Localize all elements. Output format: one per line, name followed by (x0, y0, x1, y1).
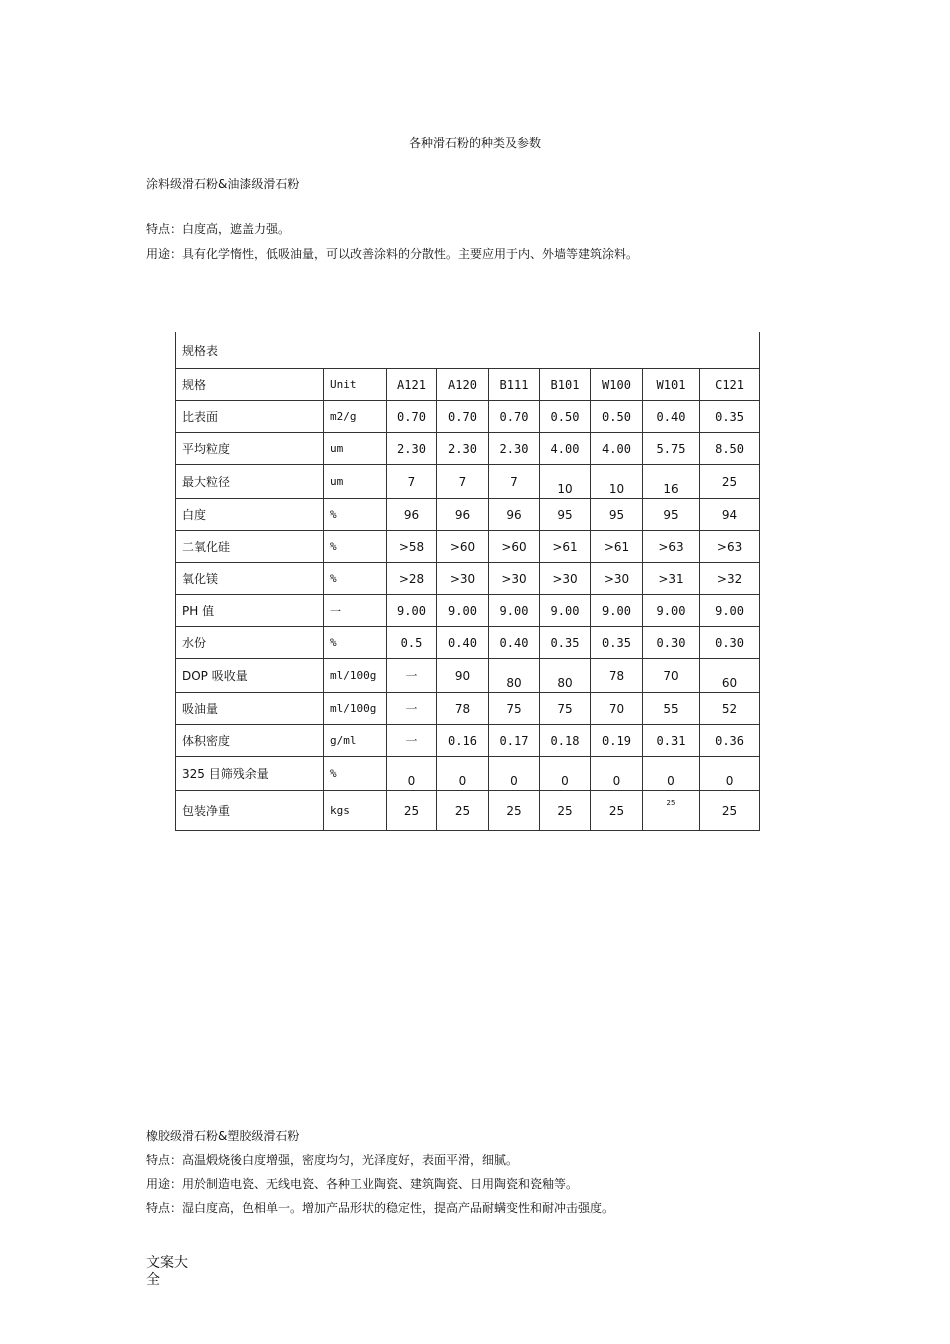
value-cell: 25 (700, 791, 760, 831)
value-cell: 0.30 (700, 627, 760, 659)
value-cell: 0 (700, 757, 760, 791)
value-cell: 0 (437, 757, 489, 791)
table-row (176, 433, 760, 465)
table-caption-row (176, 332, 760, 369)
header-cell: Unit (324, 369, 387, 401)
unit-cell: kgs (324, 791, 387, 831)
value-cell: 0.35 (540, 627, 591, 659)
value-cell: 2.30 (437, 433, 489, 465)
value-cell: 25 (700, 465, 760, 499)
section2-feature2: 特点：湿白度高，色相单一。增加产品形状的稳定性，提高产品耐螨变性和耐冲击强度。 (146, 1201, 615, 1215)
table-row (176, 693, 760, 725)
row-label-cell: 包装净重 (176, 791, 324, 831)
value-cell: 10 (591, 465, 643, 499)
section1-feature: 特点：白度高，遮盖力强。 (146, 222, 291, 236)
value-cell: 75 (540, 693, 591, 725)
value-cell: 7 (437, 465, 489, 499)
value-cell: >28 (387, 563, 437, 595)
value-cell: 96 (489, 499, 540, 531)
value-cell: 7 (489, 465, 540, 499)
value-cell: 4.00 (591, 433, 643, 465)
header-cell: 规格 (176, 369, 324, 401)
table-row (176, 563, 760, 595)
value-cell: >30 (489, 563, 540, 595)
value-cell: 78 (437, 693, 489, 725)
value-cell: 9.00 (489, 595, 540, 627)
value-cell: >61 (591, 531, 643, 563)
value-cell: 2.30 (489, 433, 540, 465)
value-cell: 0.30 (643, 627, 700, 659)
unit-cell: % (324, 627, 387, 659)
value-cell: 一 (387, 725, 437, 757)
value-cell: 0 (591, 757, 643, 791)
header-cell: W100 (591, 369, 643, 401)
table-row (176, 791, 760, 831)
value-cell: 75 (489, 693, 540, 725)
value-cell: 0.16 (437, 725, 489, 757)
value-cell: 16 (643, 465, 700, 499)
row-label-cell: DOP 吸收量 (176, 659, 324, 693)
value-cell: 0.5 (387, 627, 437, 659)
value-cell: >31 (643, 563, 700, 595)
value-cell: 0.40 (437, 627, 489, 659)
value-cell: 一 (387, 693, 437, 725)
spec-table (175, 332, 760, 831)
value-cell: 9.00 (540, 595, 591, 627)
unit-cell: g/ml (324, 725, 387, 757)
table-row (176, 757, 760, 791)
value-cell: 9.00 (591, 595, 643, 627)
section1-usage: 用途：具有化学惰性，低吸油量，可以改善涂料的分散性。主要应用于内、外墙等建筑涂料。 (146, 247, 639, 261)
value-cell: 0.50 (540, 401, 591, 433)
value-cell: 9.00 (643, 595, 700, 627)
value-cell: 0.19 (591, 725, 643, 757)
value-cell: 70 (591, 693, 643, 725)
table-row (176, 659, 760, 693)
value-cell: 0 (387, 757, 437, 791)
value-cell: 0.17 (489, 725, 540, 757)
value-cell: 55 (643, 693, 700, 725)
value-cell: 0 (489, 757, 540, 791)
unit-cell: % (324, 531, 387, 563)
table-caption: 规格表 (176, 332, 760, 369)
row-label-cell: 体积密度 (176, 725, 324, 757)
value-cell: 25 (437, 791, 489, 831)
unit-cell: % (324, 563, 387, 595)
header-cell: W101 (643, 369, 700, 401)
page-title: 各种滑石粉的种类及参数 (408, 136, 541, 150)
value-cell: >61 (540, 531, 591, 563)
value-cell: 8.50 (700, 433, 760, 465)
value-cell: 96 (387, 499, 437, 531)
value-cell: 25 (540, 791, 591, 831)
value-cell: 0.40 (643, 401, 700, 433)
row-label-cell: 氧化镁 (176, 563, 324, 595)
value-cell: 0.31 (643, 725, 700, 757)
header-cell: C121 (700, 369, 760, 401)
value-cell: 70 (643, 659, 700, 693)
row-label-cell: PH 值 (176, 595, 324, 627)
spec-table-body (176, 332, 760, 831)
unit-cell: m2/g (324, 401, 387, 433)
value-cell: 0.35 (591, 627, 643, 659)
value-cell: 94 (700, 499, 760, 531)
value-cell: 9.00 (700, 595, 760, 627)
value-cell: 25 (643, 791, 700, 831)
row-label-cell: 水份 (176, 627, 324, 659)
unit-cell: 一 (324, 595, 387, 627)
value-cell: >58 (387, 531, 437, 563)
value-cell: 25 (387, 791, 437, 831)
value-cell: 95 (540, 499, 591, 531)
value-cell: 9.00 (387, 595, 437, 627)
row-label-cell: 白度 (176, 499, 324, 531)
unit-cell: um (324, 465, 387, 499)
footer-text: 文案大全 (146, 1255, 188, 1288)
value-cell: 5.75 (643, 433, 700, 465)
value-cell: 一 (387, 659, 437, 693)
value-cell: 25 (591, 791, 643, 831)
value-cell: >30 (540, 563, 591, 595)
row-label-cell: 平均粒度 (176, 433, 324, 465)
value-cell: >30 (591, 563, 643, 595)
value-cell: 95 (643, 499, 700, 531)
row-label-cell: 二氧化硅 (176, 531, 324, 563)
value-cell: 90 (437, 659, 489, 693)
value-cell: 0 (643, 757, 700, 791)
section2-usage: 用途：用於制造电瓷、无线电瓷、各种工业陶瓷、建筑陶瓷、日用陶瓷和瓷釉等。 (146, 1177, 579, 1191)
section2-feature1: 特点：高温煅烧後白度增强，密度均匀，光泽度好，表面平滑，细腻。 (146, 1153, 519, 1167)
value-cell: >32 (700, 563, 760, 595)
value-cell: >60 (437, 531, 489, 563)
value-cell: >30 (437, 563, 489, 595)
value-cell: 0.70 (387, 401, 437, 433)
unit-cell: % (324, 757, 387, 791)
row-label-cell: 325 目筛残余量 (176, 757, 324, 791)
table-row (176, 499, 760, 531)
table-row (176, 627, 760, 659)
value-cell: 0.18 (540, 725, 591, 757)
value-cell: 25 (489, 791, 540, 831)
table-row (176, 595, 760, 627)
value-cell: 0.40 (489, 627, 540, 659)
table-row (176, 725, 760, 757)
value-cell: 10 (540, 465, 591, 499)
value-cell: 95 (591, 499, 643, 531)
table-row (176, 531, 760, 563)
header-cell: A120 (437, 369, 489, 401)
unit-cell: ml/100g (324, 659, 387, 693)
table-header-row (176, 369, 760, 401)
row-label-cell: 吸油量 (176, 693, 324, 725)
value-cell: 9.00 (437, 595, 489, 627)
value-cell: 52 (700, 693, 760, 725)
value-cell: 0 (540, 757, 591, 791)
row-label-cell: 最大粒径 (176, 465, 324, 499)
value-cell: 0.70 (437, 401, 489, 433)
header-cell: B111 (489, 369, 540, 401)
value-cell: 0.35 (700, 401, 760, 433)
value-cell: 0.50 (591, 401, 643, 433)
unit-cell: um (324, 433, 387, 465)
row-label-cell: 比表面 (176, 401, 324, 433)
unit-cell: % (324, 499, 387, 531)
value-cell: 4.00 (540, 433, 591, 465)
value-cell: 60 (700, 659, 760, 693)
unit-cell: ml/100g (324, 693, 387, 725)
header-cell: B101 (540, 369, 591, 401)
value-cell: >63 (700, 531, 760, 563)
value-cell: 80 (540, 659, 591, 693)
header-cell: A121 (387, 369, 437, 401)
section1-heading: 涂料级滑石粉&油漆级滑石粉 (146, 177, 300, 191)
section2-heading: 橡胶级滑石粉&塑胶级滑石粉 (146, 1129, 300, 1143)
value-cell: 2.30 (387, 433, 437, 465)
value-cell: 7 (387, 465, 437, 499)
value-cell: 78 (591, 659, 643, 693)
value-cell: 96 (437, 499, 489, 531)
value-cell: 80 (489, 659, 540, 693)
table-row (176, 401, 760, 433)
value-cell: 0.36 (700, 725, 760, 757)
value-cell: >63 (643, 531, 700, 563)
value-cell: >60 (489, 531, 540, 563)
value-cell: 0.70 (489, 401, 540, 433)
table-row (176, 465, 760, 499)
